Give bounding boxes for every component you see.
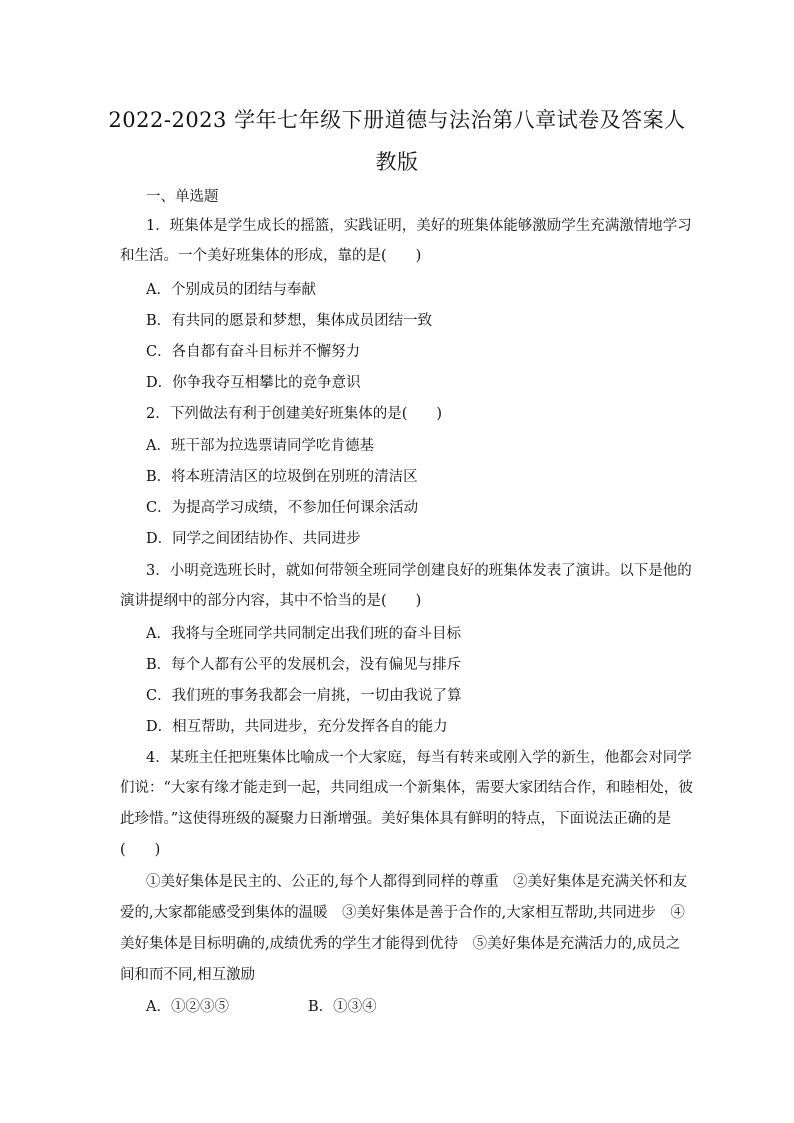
question-4-statements-line-3: 美好集体是目标明确的,成绩优秀的学生才能得到优待 ⑤美好集体是充满活力的,成员之 bbox=[120, 936, 681, 952]
question-2-option-a: A．班干部为拉选票请同学吃肯德基 bbox=[146, 438, 374, 454]
question-2-option-b: B．将本班清洁区的垃圾倒在别班的清洁区 bbox=[146, 469, 418, 485]
question-1-stem-line-2: 和生活。一个美好班集体的形成，靠的是( ) bbox=[120, 248, 422, 264]
question-3-option-c: C．我们班的事务我都会一肩挑，一切由我说了算 bbox=[146, 688, 462, 704]
question-3-option-d: D．相互帮助，共同进步，充分发挥各自的能力 bbox=[146, 719, 448, 735]
page-title-continued: 教版 bbox=[375, 150, 419, 174]
question-1-option-d: D．你争我夺互相攀比的竞争意识 bbox=[146, 375, 361, 391]
question-4-stem-line-2: 们说：“大家有缘才能走到一起，共同组成一个新集体，需要大家团结合作，和睦相处，彼 bbox=[120, 780, 693, 796]
question-3-stem-line-1: 3．小明竞选班长时，就如何带领全班同学创建良好的班集体发表了演讲。以下是他的 bbox=[146, 563, 692, 579]
page-title: 2022-2023 学年七年级下册道德与法治第八章试卷及答案人 bbox=[108, 108, 686, 132]
question-3-option-a: A．我将与全班同学共同制定出我们班的奋斗目标 bbox=[146, 626, 461, 642]
question-3-option-b: B．每个人都有公平的发展机会，没有偏见与排斥 bbox=[146, 657, 462, 673]
question-1-stem-line-1: 1．班集体是学生成长的摇篮，实践证明，美好的班集体能够激励学生充满激情地学习 bbox=[146, 218, 692, 234]
question-3-stem-line-2: 演讲提纲中的部分内容，其中不恰当的是( ) bbox=[120, 593, 422, 609]
question-2-option-d: D．同学之间团结协作、共同进步 bbox=[146, 531, 361, 547]
question-1-option-c: C．各自都有奋斗目标并不懈努力 bbox=[146, 344, 361, 360]
section-heading: 一、单选题 bbox=[146, 189, 219, 205]
question-2-stem: 2．下列做法有利于创建美好班集体的是( ) bbox=[146, 406, 443, 422]
question-1-option-a: A．个别成员的团结与奉献 bbox=[146, 282, 316, 298]
question-4-statements-line-4: 间和而不同,相互激励 bbox=[120, 967, 256, 983]
question-4-option-a: A．①②③⑤ bbox=[146, 999, 229, 1015]
question-1-option-b: B．有共同的愿景和梦想，集体成员团结一致 bbox=[146, 313, 433, 329]
question-4-stem-line-4: ( ) bbox=[120, 842, 161, 858]
question-4-statements-line-2: 爱的,大家都能感受到集体的温暖 ③美好集体是善于合作的,大家相互帮助,共同进步 ④ bbox=[120, 905, 685, 921]
question-4-statements-line-1: ①美好集体是民主的、公正的,每个人都得到同样的尊重 ②美好集体是充满关怀和友 bbox=[146, 874, 688, 890]
question-4-stem-line-3: 此珍惜。”这使得班级的凝聚力日渐增强。美好集体具有鲜明的特点，下面说法正确的是 bbox=[120, 811, 672, 827]
question-4-option-b: B．①③④ bbox=[308, 999, 377, 1015]
question-4-stem-line-1: 4．某班主任把班集体比喻成一个大家庭，每当有转来或刚入学的新生，他都会对同学 bbox=[146, 750, 692, 766]
question-2-option-c: C．为提高学习成绩，不参加任何课余活动 bbox=[146, 500, 419, 516]
